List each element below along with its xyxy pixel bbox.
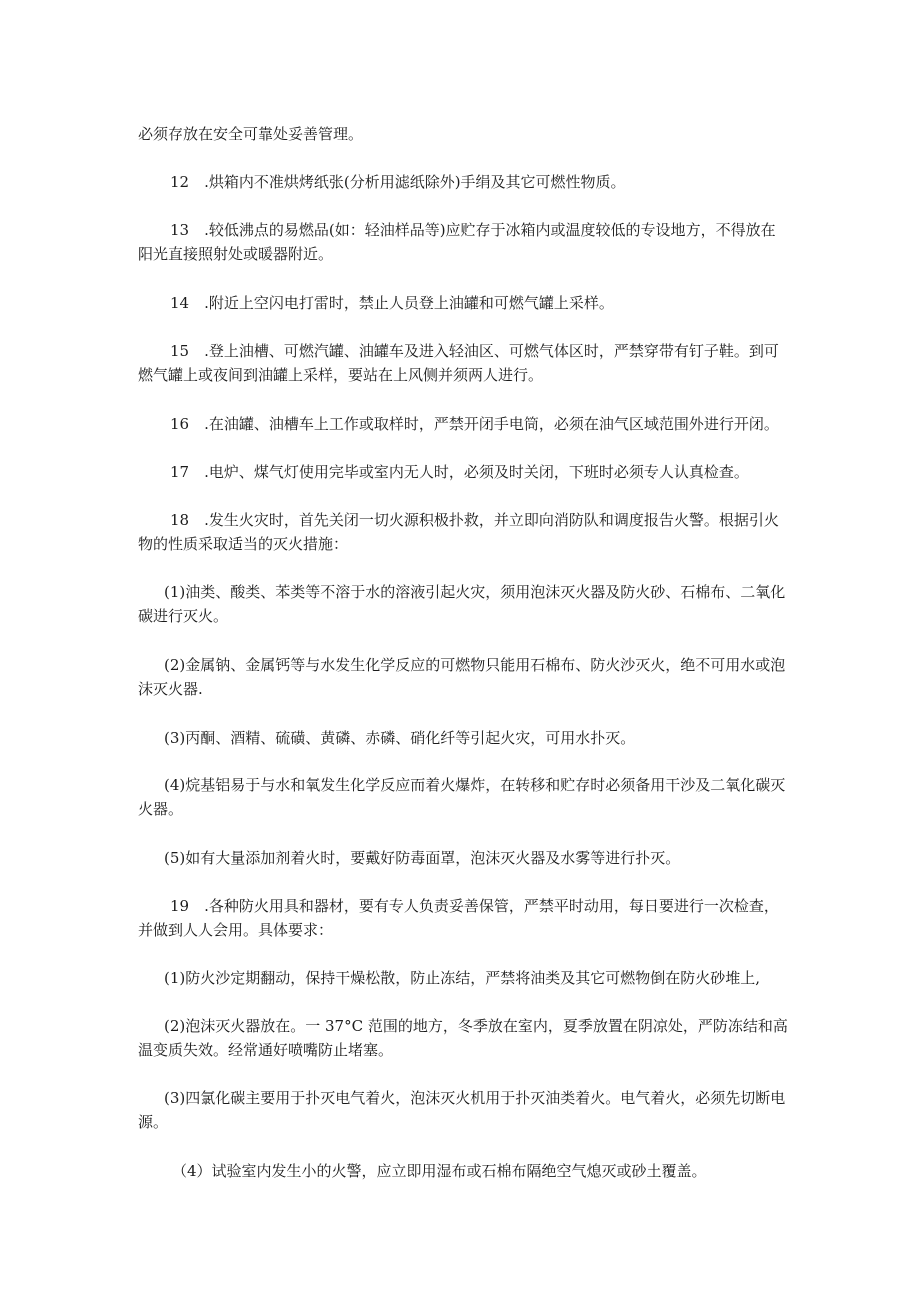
paragraph-sub-18-4: (4)烷基铝易于与水和氧发生化学反应而着火爆炸，在转移和贮存时必须备用干沙及二氧化碳灭火器。 [138,776,786,818]
paragraph-sub-18-2: (2)金属钠、金属钙等与水发生化学反应的可燃物只能用石棉布、防火沙灭火，绝不可用水或泡沫灭火器. [138,656,786,698]
paragraph-continuation: 必须存放在安全可靠处妥善管理。 [138,125,364,143]
paragraph-item-19: 19 .各种防火用具和器材，要有专人负责妥善保管，严禁平时动用，每日要进行一次检查，并做到人人会用。具体要求： [138,897,779,939]
paragraph-sub-19-1: (1)防火沙定期翻动，保持干燥松散，防止冻结，严禁将油类及其它可燃物倒在防火砂堆上, [164,969,761,987]
paragraph-sub-18-5: (5)如有大量添加剂着火时，要戴好防毒面罩，泡沫灭火器及水雾等进行扑灭。 [164,849,681,867]
paragraph-item-17: 17 .电炉、煤气灯使用完毕或室内无人时，必须及时关闭，下班时必须专人认真检查。 [170,463,749,481]
paragraph-item-18: 18 .发生火灾时，首先关闭一切火源积极扑救，并立即向消防队和调度报告火警。根据引火物的性质采取适当的灭火措施： [138,511,779,553]
paragraph-item-15: 15 .登上油槽、可燃汽罐、油罐车及进入轻油区、可燃气体区时，严禁穿带有钉子鞋。到可燃气罐上或夜间到油罐上采样，要站在上风侧并须两人进行。 [138,342,779,384]
paragraph-item-14: 14 .附近上空闪电打雷时，禁止人员登上油罐和可燃气罐上采样。 [170,294,614,312]
paragraph-item-16: 16 .在油罐、油槽车上工作或取样时，严禁开闭手电筒，必须在油气区域范围外进行开闭。 [170,415,779,433]
paragraph-sub-19-2: (2)泡沫灭火器放在。一 37°C 范围的地方，冬季放在室内，夏季放置在阴凉处，严防冻结和高温变质失效。经常通好喷嘴防止堵塞。 [138,1017,788,1059]
paragraph-sub-18-3: (3)丙酮、酒精、硫磺、黄磷、赤磷、硝化纤等引起火灾，可用水扑灭。 [164,729,636,747]
paragraph-sub-19-3: (3)四氯化碳主要用于扑灭电气着火，泡沫灭火机用于扑灭油类着火。电气着火，必须先切断电源。 [138,1089,786,1131]
paragraph-item-13: 13 .较低沸点的易燃品(如：轻油样品等)应贮存于冰箱内或温度较低的专设地方，不得放在阳光直接照射处或暖器附近。 [138,221,776,263]
paragraph-item-12: 12 .烘箱内不准烘烤纸张(分析用滤纸除外)手绢及其它可燃性物质。 [170,173,626,191]
paragraph-sub-18-1: (1)油类、酸类、苯类等不溶于水的溶液引起火灾，须用泡沫灭火器及防火砂、石棉布、二氧化碳进行灭火。 [138,583,786,625]
paragraph-sub-19-4: （4）试验室内发生小的火警，应立即用湿布或石棉布隔绝空气熄灭或砂土覆盖。 [172,1162,707,1180]
